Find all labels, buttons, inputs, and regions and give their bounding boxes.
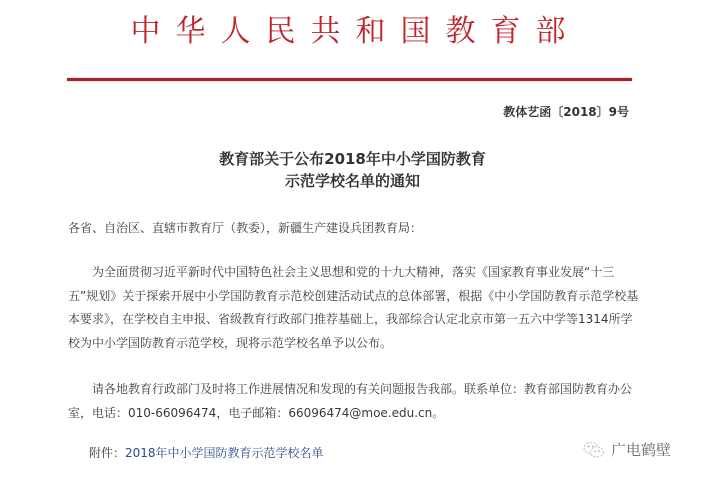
watermark-text: 广电鹤壁 [611, 441, 672, 459]
title-line-2: 示范学校名单的通知 [284, 172, 420, 190]
salutation: 各省、自治区、直辖市教育厅（教委），新疆生产建设兵团教育局： [68, 221, 423, 235]
watermark [583, 440, 671, 460]
document-number: 教体艺函〔2018〕9号 [503, 105, 629, 119]
red-divider [67, 78, 632, 81]
wechat-icon [583, 441, 605, 459]
title-line-1: 教育部关于公布2018年中小学国防教育 [219, 150, 486, 168]
body-paragraph-2: 请各地教育行政部门及时将工作进展情况和发现的有关问题报告我部。联系单位：教育部国防教育办公室，电话：010-66096474，电子邮箱：66096474@moe.edu.cn。 [68, 382, 633, 420]
attachment-line [89, 444, 324, 462]
masthead-title: 中华人民共和国教育部 [130, 14, 581, 49]
document-title [0, 148, 705, 192]
body-paragraph-1: 为全面贯彻习近平新时代中国特色社会主义思想和党的十九大精神，落实《国家教育事业发展“十三五”规划》关于探索开展中小学国防教育示范校创建活动试点的总体部署，根据《中小学国防教育示范学校基本要求》，在学校自主申报、省级教育行政部门推荐基础上，我部综合认定北京市第一五六中学等1314所学校为中小学国防教育示范学校，现将示范学校名单予以公布。 [68, 265, 639, 350]
attachment-label: 附件： [89, 446, 126, 460]
attachment-link[interactable]: 2018年中小学国防教育示范学校名单 [125, 446, 324, 460]
